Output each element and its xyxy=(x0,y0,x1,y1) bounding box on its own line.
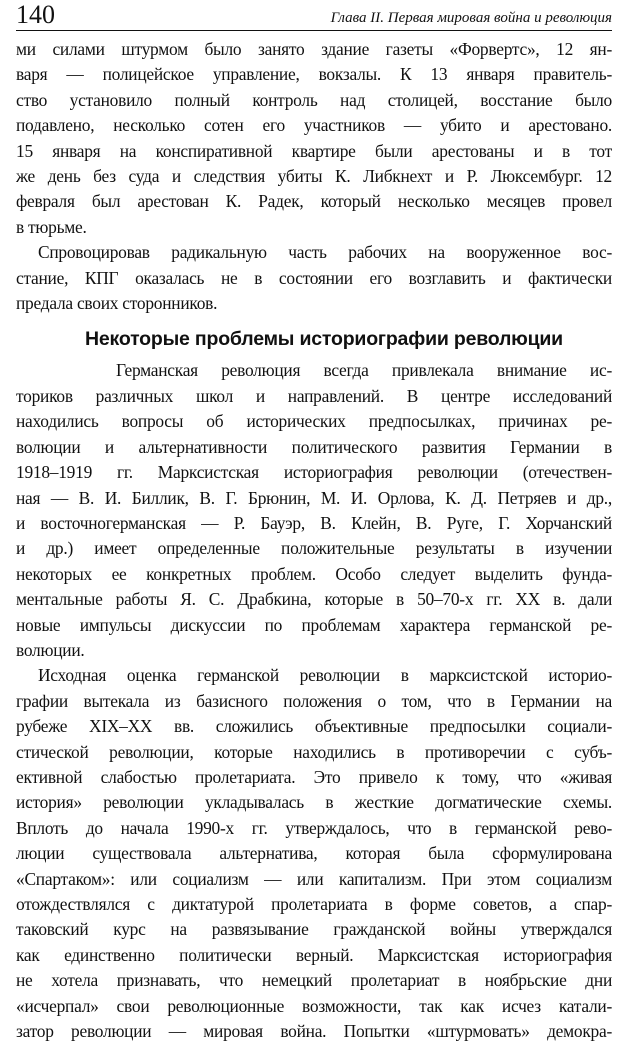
text-line: таковский курс на развязывание гражданской войны утверждался xyxy=(16,919,612,940)
text-line: волюции и альтернативности политического развития Германии в xyxy=(16,436,612,457)
text-line: в тюрьме. xyxy=(16,216,87,237)
text-line: февраля был арестован К. Радек, который несколько месяцев провел xyxy=(16,191,612,212)
text-line: находились вопросы об исторических предпосылках, причинах ре- xyxy=(16,411,612,432)
page-number: 140 xyxy=(16,0,55,29)
text-line: как единственно политически верный. Марксистская историография xyxy=(16,944,612,965)
text-line: затор революции — мировая война. Попытки «штурмовать» демокра- xyxy=(16,1021,612,1042)
text-line: «Спартаком»: или социализм — или капитализм. При этом социализм xyxy=(16,868,612,889)
text-line: и восточногерманская — Р. Бауэр, В. Клейн, В. Руге, Г. Хорчанский xyxy=(16,512,612,533)
text-line: рубеже XIX–XX вв. сложились объективные предпосылки социали- xyxy=(16,716,612,737)
text-line: история» революции укладывалась в жесткие догматические схемы. xyxy=(16,792,612,813)
section-heading: Некоторые проблемы историографии революции xyxy=(85,328,563,351)
running-header xyxy=(16,0,612,31)
text-line: Исходная оценка германской революции в марксистской историо- xyxy=(38,665,612,686)
text-line: ективной слабостью пролетариата. Это привело к тому, что «живая xyxy=(16,766,612,787)
text-line: 1918–1919 гг. Марксистская историография революции (отечествен- xyxy=(16,462,612,483)
text-line: подавлено, несколько сотен его участников — убито и арестовано. xyxy=(16,115,612,136)
text-line: 15 января на конспиративной квартире были арестованы и в тот xyxy=(16,140,612,161)
text-line: варя — полицейское управление, вокзалы. К 13 января правитель- xyxy=(16,64,612,85)
body-text xyxy=(16,37,612,1044)
text-line: ная — В. И. Биллик, В. Г. Брюнин, М. И. Орлова, К. Д. Петряев и др., xyxy=(16,487,612,508)
text-line: ми силами штурмом было занято здание газеты «Форвертс», 12 ян- xyxy=(16,39,612,59)
text-line: «исчерпал» свои революционные возможности, так как исчез катали- xyxy=(16,995,612,1016)
text-line: стической революции, которые находились в противоречии с субъ- xyxy=(16,741,612,762)
text-line: Спровоцировав радикальную часть рабочих на вооруженное вос- xyxy=(38,242,612,263)
text-line: новые импульсы дискуссии по проблемам характера германской ре- xyxy=(16,614,612,635)
text-line: же день без суда и следствия убиты К. Либкнехт и Р. Люксембург. 12 xyxy=(16,166,612,187)
text-line: стание, КПГ оказалась не в состоянии его возглавить и фактически xyxy=(16,267,612,288)
text-line: отождествлялся с диктатурой пролетариата в форме советов, а спар- xyxy=(16,894,612,914)
text-line: ментальные работы Я. С. Драбкина, которые в 50–70-х гг. XX в. дали xyxy=(16,589,612,610)
text-line: ториков различных школ и направлений. В центре исследований xyxy=(16,385,612,406)
paragraph-1 xyxy=(16,37,612,240)
text-line: Вплоть до начала 1990-х гг. утверждалось, что в германской рево- xyxy=(16,817,612,838)
paragraph-4 xyxy=(16,663,612,1044)
running-title: Глава II. Первая мировая война и революция xyxy=(330,10,612,26)
text-line: ство установило полный контроль над столицей, восстание было xyxy=(16,89,612,110)
text-line: и др.) имеет определенные положительные результаты в изучении xyxy=(16,538,612,559)
text-line: Германская революция всегда привлекала внимание ис- xyxy=(116,360,612,381)
text-line: волюции. xyxy=(16,639,85,660)
paragraph-3 xyxy=(16,358,612,663)
text-line: графии вытекала из базисного положения о том, что в Германии на xyxy=(16,690,612,711)
paragraph-2 xyxy=(16,240,612,316)
text-line: не хотела признавать, что немецкий пролетариат в ноябрьские дни xyxy=(16,970,612,991)
text-line: предала своих сторонников. xyxy=(16,293,218,314)
text-line: люции существовала альтернатива, которая была сформулирована xyxy=(16,843,612,864)
text-line: некоторых ее конкретных проблем. Особо следует выделить фунда- xyxy=(16,563,612,584)
